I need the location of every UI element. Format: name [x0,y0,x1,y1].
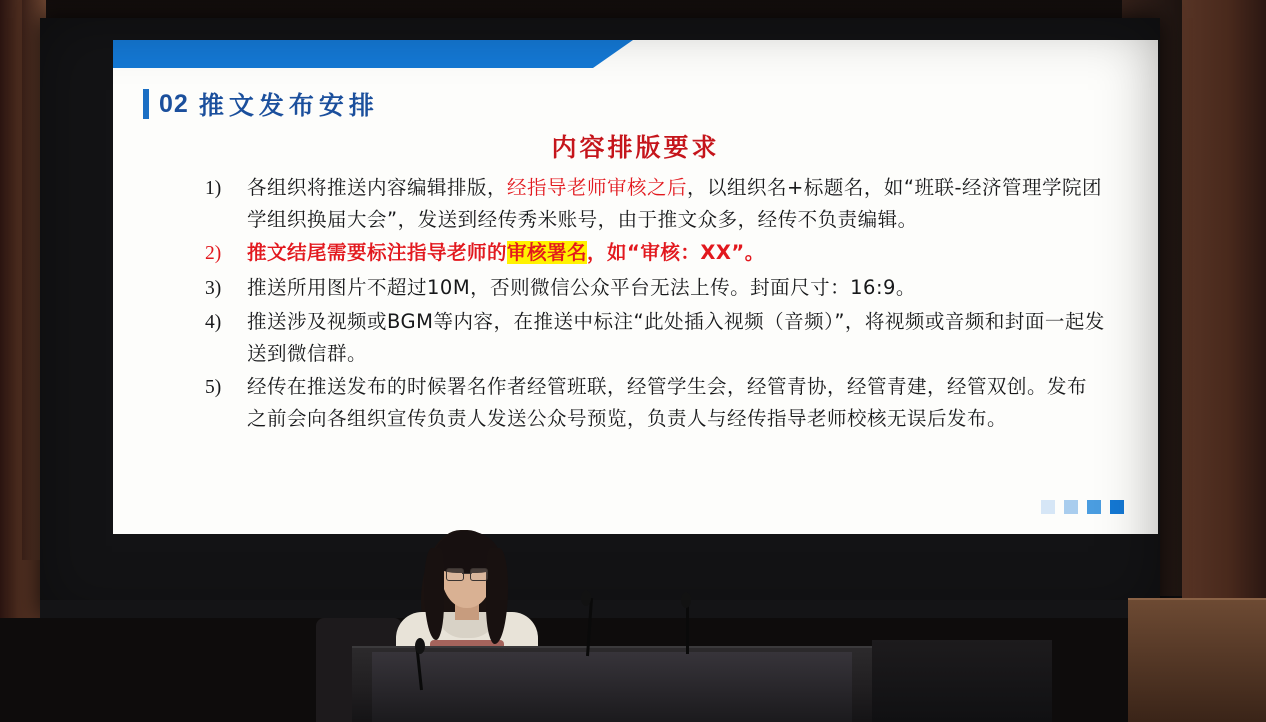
text-part: ，如“审核：XX”。 [587,241,765,265]
section-accent-bar-icon [143,89,149,119]
list-item-marker: 4) [205,312,222,334]
list-item-text [247,172,1105,235]
slide-decoration-squares [1041,500,1124,514]
text-part: 各组织将推送内容编辑排版， [247,176,508,199]
podium-side-block [872,640,1052,722]
microphone-head-left [415,638,425,654]
list-item-marker: 5) [205,377,222,399]
list-item-text: 推送涉及视频或BGM等内容，在推送中标注“此处插入视频（音频）”，将视频或音频和封面一起发送到微信群。 [247,310,1105,365]
list-item-marker: 3) [205,277,222,299]
square-icon [1041,500,1055,514]
list-item [205,172,1105,235]
microphone-head-right [581,590,591,606]
microphone-stand-far-right [686,600,689,654]
list-item [205,237,1105,270]
list-item [205,306,1105,369]
text-part-emphasis: 经指导老师审核之后 [507,176,688,199]
projection-screen-frame [40,18,1160,618]
slide-corner-wedge-icon [113,40,633,68]
list-item-text: 经传在推送发布的时候署名作者经管班联，经管学生会，经管青协，经管青建，经管双创。发布之前会向各组织宣传负责人发送公众号预览，负责人与经传指导老师校核无误后发布。 [247,375,1088,431]
list-item [205,371,1105,434]
section-number: 02 [159,89,189,118]
square-icon [1110,500,1124,514]
text-part: 推文结尾需要标注指导老师的 [247,241,508,265]
square-icon [1087,500,1101,514]
glasses-lens-left [446,568,464,581]
text-part: ，以组织名+标题名，如“班联-经济管理学院团学组织换届大会”，发送到经传秀米账号，由于推文众多，经传不负责编辑。 [247,176,1103,231]
section-title: 推文发布安排 [198,91,379,120]
square-icon [1064,500,1078,514]
glasses-lens-right [470,568,488,581]
text-part-highlighted: 审核署名 [507,241,588,265]
microphone-head-far-right [681,592,691,608]
side-desk [1128,600,1266,722]
list-item-text: 推送所用图片不超过10M，否则微信公众平台无法上传。封面尺寸：16:9。 [247,275,916,299]
list-item-marker: 2) [205,243,222,265]
slide-body-list [205,172,1105,437]
podium-front-face [372,652,852,722]
list-item [205,272,1105,305]
list-item-text [247,237,1105,269]
slide-subtitle: 内容排版要求 [551,133,720,162]
speaker-glasses-icon [446,568,488,580]
presentation-slide [113,40,1158,534]
slide-section-header [143,86,379,122]
list-item-marker: 1) [205,178,222,199]
